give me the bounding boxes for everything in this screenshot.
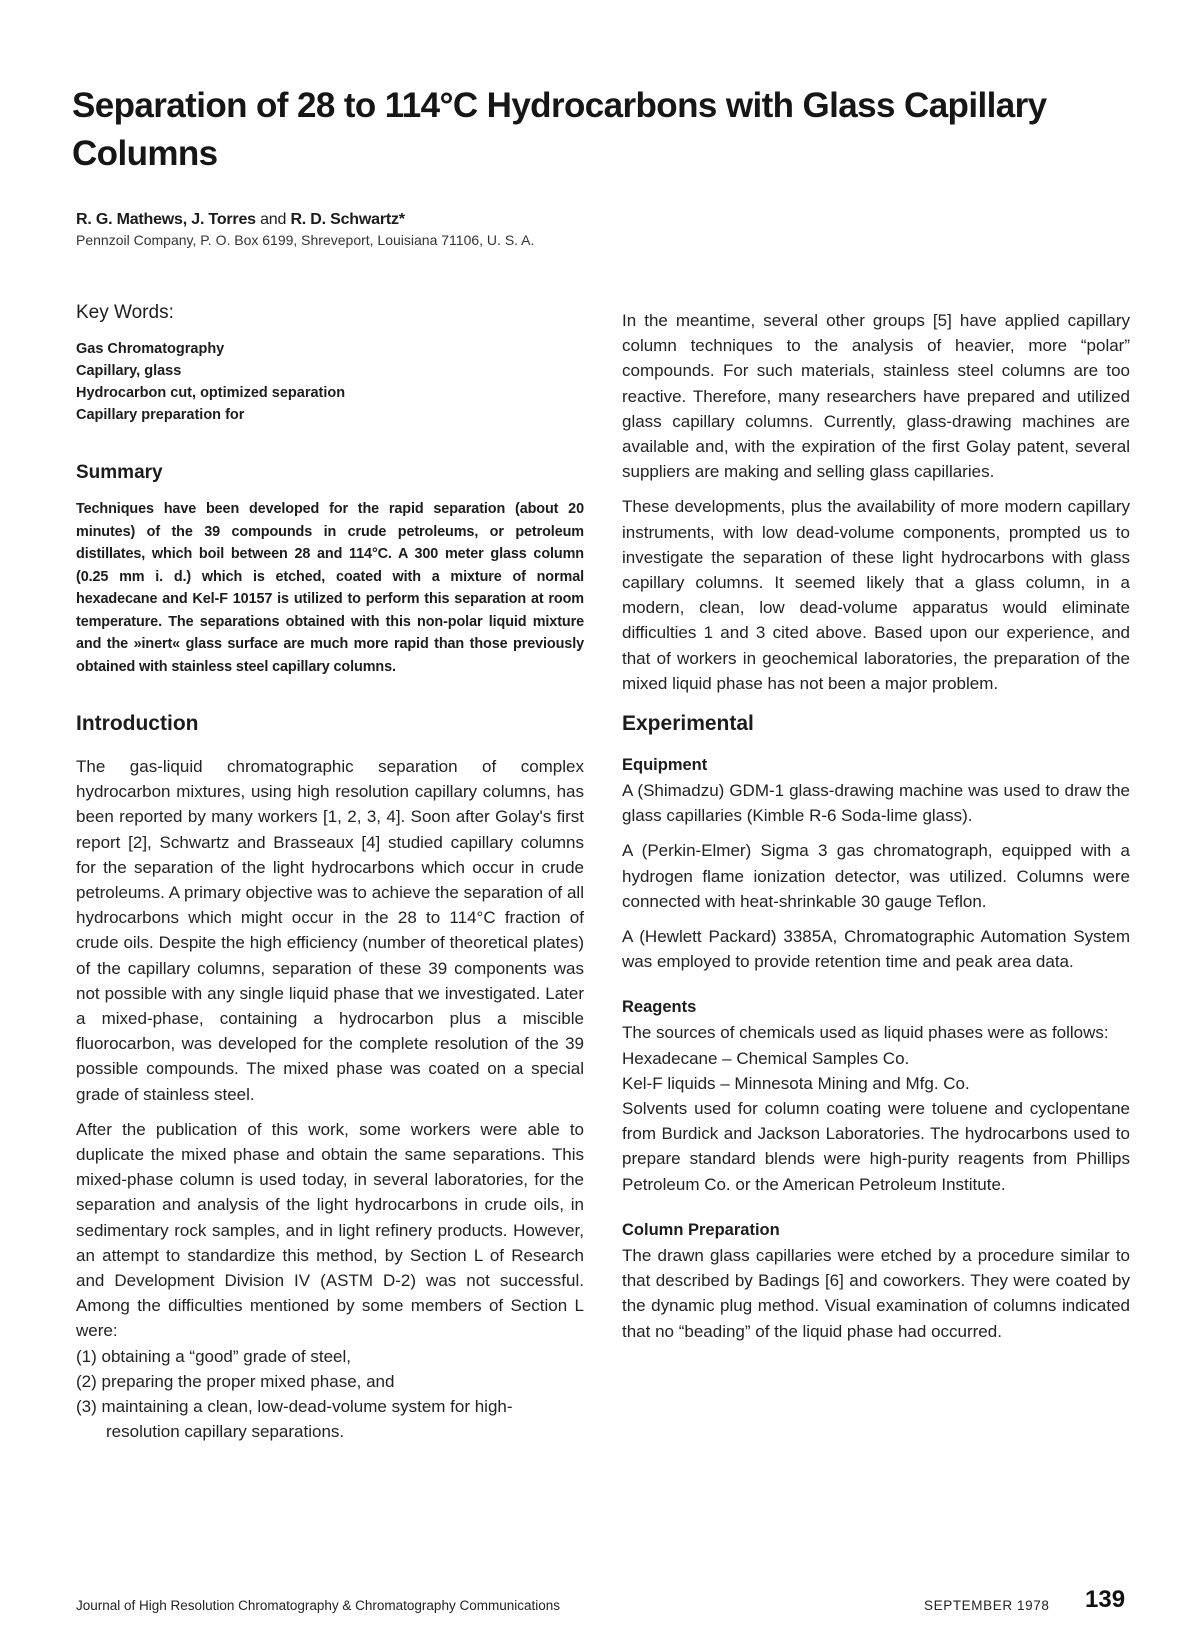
equipment-heading: Equipment bbox=[622, 756, 708, 775]
difficulty-item: (1) obtaining a “good” grade of steel, bbox=[76, 1346, 352, 1366]
footer-date: SEPTEMBER 1978 bbox=[924, 1598, 1050, 1613]
author-names-first: R. G. Mathews, J. Torres bbox=[76, 211, 256, 228]
author-line bbox=[76, 210, 405, 230]
difficulties-list bbox=[76, 1344, 584, 1445]
key-word-item: Capillary preparation for bbox=[76, 407, 245, 423]
reagent-source-2: Kel-F liquids – Minnesota Mining and Mfg. Co. bbox=[622, 1073, 970, 1093]
introduction-paragraph-2: After the publication of this work, some workers were able to duplicate the mixed phase and obtain the same separations. This mixed-phase column is used today, in several laboratories, for the separation and analysis of the light hydrocarbons in crude oils, in sedimentary rock samples, and in light refinery products. However, an attempt to standardize this method, by Section L of Research and Development Division IV (ASTM D-2) was not successful. Among the difficulties mentioned by some members of Section L were: bbox=[76, 1119, 584, 1341]
page-number: 139 bbox=[1085, 1586, 1126, 1613]
summary-heading: Summary bbox=[76, 462, 163, 483]
author-conjunction: and bbox=[255, 211, 291, 228]
reagents-intro: The sources of chemicals used as liquid phases were as follows: bbox=[622, 1023, 1109, 1043]
key-word-item: Capillary, glass bbox=[76, 363, 182, 379]
article-title: Separation of 28 to 114°C Hydrocarbons with Glass Capillary Columns bbox=[72, 86, 1047, 173]
reagents-paragraph: Solvents used for column coating were toluene and cyclopentane from Burdick and Jackson Laboratories. The hydrocarbons used to prepare standard blends were high-purity reagents from Phillips Petroleum Co. or the American Petroleum Institute. bbox=[622, 1099, 1130, 1194]
key-words-heading: Key Words: bbox=[76, 302, 174, 323]
reagent-source-1: Hexadecane – Chemical Samples Co. bbox=[622, 1048, 910, 1068]
column-preparation-paragraph: The drawn glass capillaries were etched by a procedure similar to that described by Badings [6] and coworkers. They were coated by the dynamic plug method. Visual examination of columns indicated that no “beading” of the liquid phase had occurred. bbox=[622, 1245, 1130, 1341]
equipment-paragraph-1: A (Shimadzu) GDM-1 glass-drawing machine was used to draw the glass capillaries (Kimble R-6 Soda-lime glass). bbox=[622, 781, 1130, 826]
experimental-heading: Experimental bbox=[622, 712, 754, 736]
right-paragraph-2: These developments, plus the availability of more modern capillary instruments, with low dead-volume components, prompted us to investigate the separation of these light hydrocarbons with glass capillary columns. It seemed likely that a glass column, in a modern, clean, low dead-volume apparatus would eliminate difficulties 1 and 3 cited above. Based upon our experience, and that of workers in geochemical laboratories, the preparation of the mixed liquid phase has not been a major problem. bbox=[622, 497, 1130, 693]
introduction-heading: Introduction bbox=[76, 712, 199, 735]
summary-text: Techniques have been developed for the rapid separation (about 20 minutes) of the 39 compounds in crude petroleums, or petroleum distillates, which boil between 28 and 114°C. A 300 meter glass column (0.25 mm i. d.) which is etched, coated with a mixture of normal hexadecane and Kel-F 10157 is utilized to perform this separation at room temperature. The separations obtained with this non-polar liquid mixture and the »inert« glass surface are much more rapid than those previously obtained with stainless steel capillary columns. bbox=[76, 501, 584, 675]
equipment-paragraph-2: A (Perkin-Elmer) Sigma 3 gas chromatograph, equipped with a hydrogen flame ionization detector, was utilized. Columns were connected with heat-shrinkable 30 gauge Teflon. bbox=[622, 841, 1130, 911]
key-word-item: Hydrocarbon cut, optimized separation bbox=[76, 385, 346, 401]
difficulty-item: (3) maintaining a clean, low-dead-volume system for high-resolution capillary separations. bbox=[76, 1397, 513, 1442]
right-paragraph-1: In the meantime, several other groups [5] have applied capillary column techniques to the analysis of heavier, more “polar” compounds. For such materials, stainless steel columns are too reactive. Therefore, many researchers have prepared and utilized glass capillary columns. Currently, glass-drawing machines are available and, with the expiration of the first Golay patent, several suppliers are making and selling glass capillaries. bbox=[622, 311, 1130, 482]
reagents-heading: Reagents bbox=[622, 998, 697, 1017]
right-column bbox=[622, 308, 1130, 1354]
introduction-paragraph-1: The gas-liquid chromatographic separation of complex hydrocarbon mixtures, using high resolution capillary columns, has been reported by many workers [1, 2, 3, 4]. Soon after Golay's first report [2], Schwartz and Brasseaux [4] studied capillary columns for the separation of the light hydrocarbons which occur in crude petroleums. A primary objective was to achieve the separation of all hydrocarbons which might occur in the 28 to 114°C fraction of crude oils. Despite the high efficiency (number of theoretical plates) of the capillary columns, separation of these 39 components was not possible with any single liquid phase that we investigated. Later a mixed-phase, containing a hydrocarbon plus a miscible fluorocarbon, was developed for the complete resolution of the 39 possible compounds. The mixed phase was coated on a special grade of stainless steel. bbox=[76, 757, 584, 1104]
difficulty-item: (2) preparing the proper mixed phase, and bbox=[76, 1371, 395, 1391]
equipment-paragraph-3: A (Hewlett Packard) 3385A, Chromatographic Automation System was employed to provide retention time and peak area data. bbox=[622, 927, 1130, 972]
key-words-list bbox=[76, 338, 584, 426]
left-column bbox=[76, 300, 584, 1444]
footer-journal-name: Journal of High Resolution Chromatography & Chromatography Communications bbox=[76, 1598, 560, 1613]
affiliation: Pennzoil Company, P. O. Box 6199, Shreveport, Louisiana 71106, U. S. A. bbox=[76, 232, 535, 248]
author-names-second: R. D. Schwartz* bbox=[290, 211, 405, 228]
column-preparation-heading: Column Preparation bbox=[622, 1220, 780, 1239]
key-word-item: Gas Chromatography bbox=[76, 341, 225, 357]
